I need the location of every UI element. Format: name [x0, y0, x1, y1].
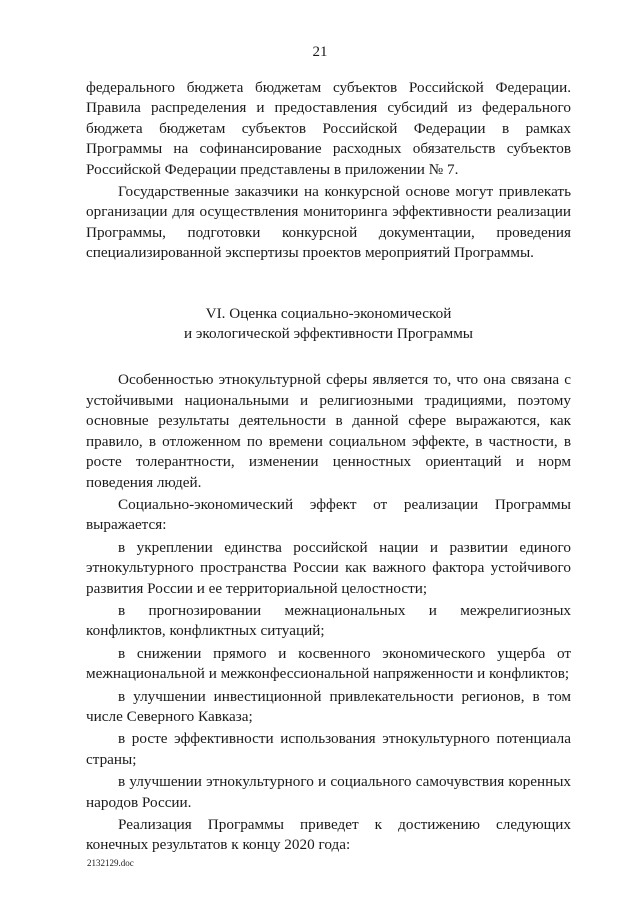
paragraph-ethnocultural-sphere: Особенностью этнокультурной сферы является то, что она связана с устойчивыми национальными и религиозными традициями, поэтому основные результаты деятельности в данной сфере выражаются, как правило, в отложенном по времени социальном эффекте, в частности, в росте толерантности, изменении ценностных ориентаций и норм поведения людей.	[86, 371, 571, 491]
page-number: 21	[312, 44, 328, 60]
paragraph-government-customers: Государственные заказчики на конкурсной основе могут привлекать организации для осуществления мониторинга эффективности реализации Программы, подготовки конкурсной документации, проведения специализированной экспертизы проектов мероприятий Программы.	[86, 183, 571, 262]
list-item-conflict-forecasting: в прогнозировании межнациональных и межрелигиозных конфликтов, конфликтных ситуаций;	[86, 601, 571, 640]
footer-filename: 2132129.doc	[87, 858, 134, 868]
list-item-indigenous-wellbeing: в улучшении этнокультурного и социального самочувствия коренных народов России.	[86, 773, 571, 811]
list-item-nation-unity: в укреплении единства российской нации и развитии единого этнокультурного пространства России как важного фактора устойчивого развития России и ее территориальной целостности;	[86, 538, 571, 597]
list-item-investment-attractiveness: в улучшении инвестиционной привлекательности регионов, в том числе Северного Кавказа;	[86, 687, 571, 725]
paragraph-intro-continuation: федерального бюджета бюджетам субъектов Российской Федерации. Правила распределения и предоставления субсидий из федерального бюджета бюджетам субъектов Российской Федерации в рамках Программы на софинансирование расходных обязательств субъектов Российской Федерации представлены в приложении № 7.	[86, 79, 571, 178]
section-heading-line2: и экологической эффективности Программы	[183, 325, 474, 343]
paragraph-socioeconomic-effect: Социально-экономический эффект от реализации Программы выражается:	[86, 495, 571, 534]
section-heading-line1: VI. Оценка социально-экономической	[205, 304, 452, 322]
list-item-damage-reduction: в снижении прямого и косвенного экономического ущерба от межнациональной и межконфессиональной напряженности и конфликтов;	[86, 644, 571, 683]
section-heading	[86, 304, 571, 345]
paragraph-final-results: Реализация Программы приведет к достижению следующих конечных результатов к концу 2020 года:	[86, 816, 571, 854]
list-item-potential-efficiency: в росте эффективности использования этнокультурного потенциала страны;	[86, 730, 571, 768]
page-content	[86, 78, 571, 856]
